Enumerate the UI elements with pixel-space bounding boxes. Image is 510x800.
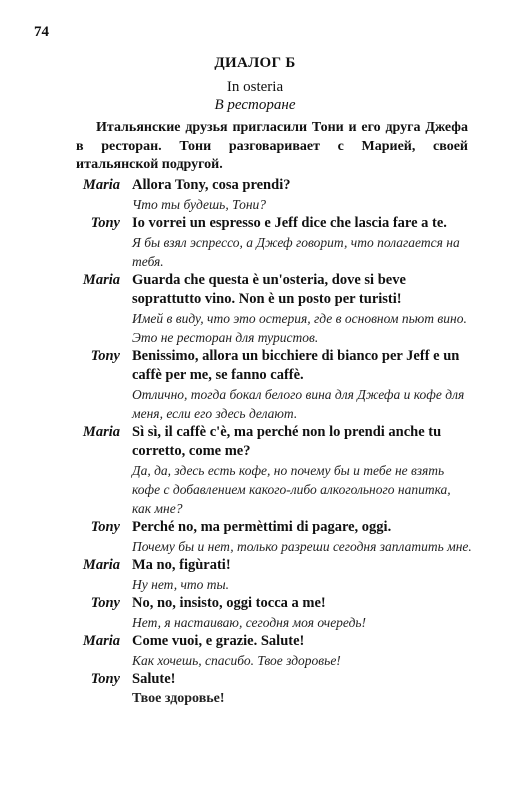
- dialog-line: [0, 556, 510, 594]
- italian-line: No, no, insisto, oggi tocca a me!: [132, 595, 326, 611]
- russian-translation: Как хочешь, спасибо. Твое здоровье!: [132, 653, 341, 668]
- russian-translation: Твое здоровье!: [132, 691, 225, 706]
- speaker-name: Maria: [82, 633, 120, 649]
- speaker-name: Tony: [90, 348, 120, 364]
- speaker-name: Maria: [82, 424, 120, 440]
- speaker-name: Tony: [90, 215, 120, 231]
- italian-line: Sì sì, il caffè c'è, ma perché non lo prendi anche tu corretto, come me?: [132, 424, 442, 459]
- dialog-line: [0, 347, 510, 423]
- dialog-block: [0, 176, 510, 708]
- italian-line: Guarda che questa è un'osteria, dove si beve soprattutto vino. Non è un posto per turisti!: [132, 272, 406, 307]
- dialog-line: [0, 632, 510, 670]
- intro-paragraph: Итальянские друзья пригласили Тони и его друга Джефа в ресторан. Тони разговаривает с Марией, своей итальянской подругой.: [76, 120, 468, 172]
- italian-line: Ma no, figùrati!: [132, 557, 231, 573]
- dialog-line: [0, 670, 510, 708]
- russian-translation: Что ты будешь, Тони?: [132, 197, 267, 212]
- speaker-name: Maria: [82, 272, 120, 288]
- russian-translation: Имей в виду, что это остерия, где в основном пьют вино. Это не ресторан для туристов.: [132, 311, 467, 345]
- dialog-line: [0, 518, 510, 556]
- subtitle-italian: In osteria: [226, 79, 284, 95]
- speaker-name: Maria: [82, 557, 120, 573]
- dialog-line: [0, 176, 510, 214]
- speaker-name: Maria: [82, 177, 120, 193]
- page-number: 74: [34, 24, 49, 40]
- dialog-line: [0, 214, 510, 271]
- russian-translation: Отлично, тогда бокал белого вина для Джефа и кофе для меня, если его здесь делают.: [132, 387, 465, 421]
- italian-line: Salute!: [132, 671, 176, 687]
- italian-line: Perché no, ma permèttimi di pagare, oggi.: [132, 519, 392, 535]
- dialog-title: ДИАЛОГ Б: [214, 55, 296, 71]
- russian-translation: Ну нет, что ты.: [132, 577, 230, 592]
- russian-translation: Нет, я настаиваю, сегодня моя очередь!: [132, 615, 367, 630]
- italian-line: Io vorrei un espresso e Jeff dice che lascia fare a te.: [132, 215, 447, 231]
- russian-translation: Да, да, здесь есть кофе, но почему бы и тебе не взять кофе с добавлением какого-либо алкогольного напитка, как мне?: [132, 463, 451, 516]
- russian-translation: Почему бы и нет, только разреши сегодня заплатить мне.: [132, 539, 472, 554]
- speaker-name: Tony: [90, 595, 120, 611]
- speaker-name: Tony: [90, 671, 120, 687]
- italian-line: Benissimo, allora un bicchiere di bianco per Jeff e un caffè per me, se fanno caffè.: [132, 348, 460, 383]
- dialog-line: [0, 594, 510, 632]
- italian-line: Come vuoi, e grazie. Salute!: [132, 633, 305, 649]
- italian-line: Allora Tony, cosa prendi?: [132, 177, 291, 193]
- subtitle-russian: В ресторане: [214, 97, 296, 113]
- speaker-name: Tony: [90, 519, 120, 535]
- dialog-line: [0, 423, 510, 518]
- russian-translation: Я бы взял эспрессо, а Джеф говорит, что полагается на тебя.: [132, 235, 460, 269]
- dialog-line: [0, 271, 510, 347]
